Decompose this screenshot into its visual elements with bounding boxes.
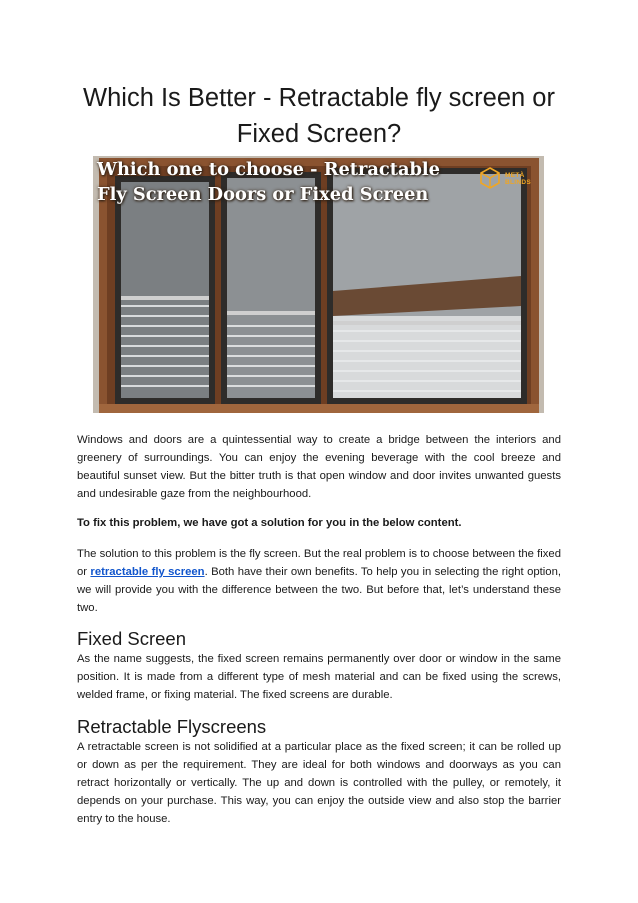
brand-name-line2: BLINDS (505, 179, 531, 186)
retractable-fly-screen-link[interactable]: retractable fly screen (90, 566, 205, 578)
section-heading-fixed-screen: Fixed Screen (77, 628, 186, 649)
intro-paragraph: Windows and doors are a quintessential way to create a bridge between the interiors and greenery of surroundings. You can enjoy the evening beverage with the cool breeze and beautiful sunset view. But the bitter truth is that open window and door invites unwanted guests and undesirable gaze from the neighbourhood. (77, 434, 561, 500)
section-text-fixed-screen: As the name suggests, the fixed screen remains permanently over door or window in the same position. It is made from a different type of mesh material and can be fixed using the screws, welded frame, or fixing material. The fixed screens are durable. (77, 653, 561, 701)
brand-name-line1: METÀ (505, 172, 525, 179)
section-heading-retractable-flyscreens: Retractable Flyscreens (77, 716, 267, 737)
hero-headline-line1: Which one to choose - Retractable (97, 159, 440, 180)
article-title: Which Is Better - Retractable fly screen or Fixed Screen? (83, 84, 555, 148)
bold-paragraph: To fix this problem, we have got a solution for you in the below content. (77, 517, 462, 529)
hero-headline-line2: Fly Screen Doors or Fixed Screen (97, 184, 429, 205)
solution-text-before-link: The solution to this problem is the fly screen. But the real problem is to choose between the fixed or (77, 548, 561, 578)
brand-logo (478, 164, 540, 192)
solution-text-after-link: . Both have their own benefits. To help you in selecting the right option, we will provide you with the difference between the two. But before that, let’s understand these two. (77, 566, 561, 614)
hero-image (93, 156, 544, 413)
cube-logo-icon (478, 166, 502, 190)
solution-paragraph (77, 545, 561, 617)
section-text-retractable-flyscreens: A retractable screen is not solidified at a particular place as the fixed screen; it can be rolled up or down as per the requirement. They are ideal for both windows and doorways as you can retract horizontally or vertically. The up and down is controlled with the pulley, or remotely, it depends on your purchase. This way, you can enjoy the outside view and also stop the barrier entry to the house. (77, 741, 561, 825)
